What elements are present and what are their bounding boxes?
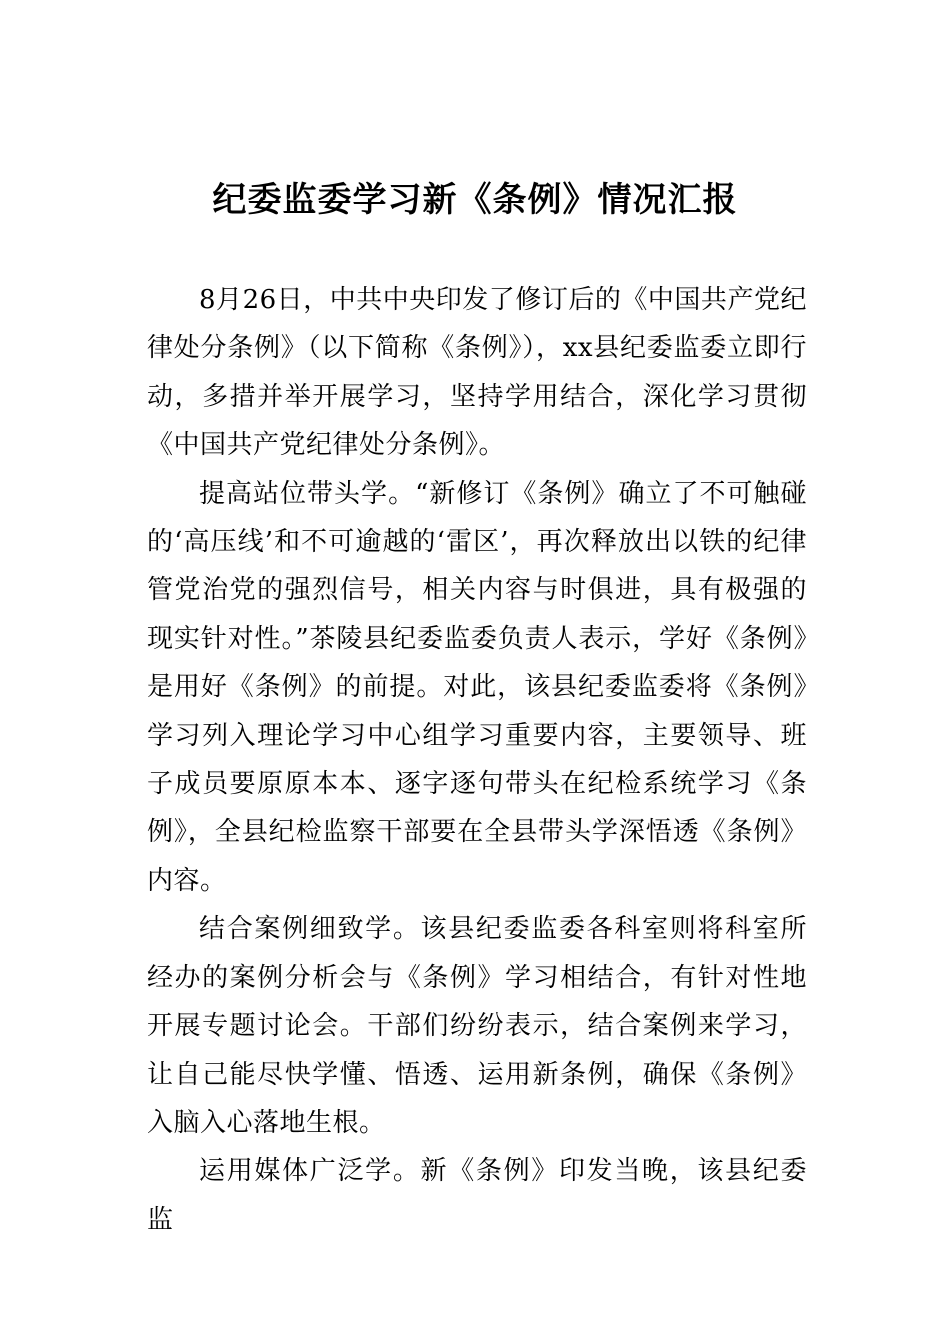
paragraph-media: 运用媒体广泛学。新《条例》印发当晚，该县纪委监 [147,1156,807,1235]
paragraph-case-study: 结合案例细致学。该县纪委监委各科室则将科室所经办的案例分析会与《条例》学习相结合，有针对性地开展专题讨论会。干部们纷纷表示，结合案例来学习，让自己能尽快学懂、悟透、运用新条例，确保《条例》入脑入心落地生根。 [147,914,807,1138]
paragraph-lead-by-example: 提高站位带头学。“新修订《条例》确立了不可触碰的‘高压线’和不可逾越的‘雷区’，再次释放出以铁的纪律管党治党的强烈信号，相关内容与时俱进，具有极强的现实针对性。”茶陵县纪委监委负责人表示，学好《条例》是用好《条例》的前提。对此，该县纪委监委将《条例》学习列入理论学习中心组学习重要内容，主要领导、班子成员要原原本本、逐字逐句带头在纪检系统学习《条例》，全县纪检监察干部要在全县带头学深悟透《条例》内容。 [147,478,807,896]
paragraph-intro: 8月26日，中共中央印发了修订后的《中国共产党纪律处分条例》（以下简称《条例》），xx县纪委监委立即行动，多措并举开展学习，坚持学用结合，深化学习贯彻《中国共产党纪律处分条例》。 [147,285,807,461]
document-title: 纪委监委学习新《条例》情况汇报 [212,180,738,220]
document-body [147,276,807,1244]
